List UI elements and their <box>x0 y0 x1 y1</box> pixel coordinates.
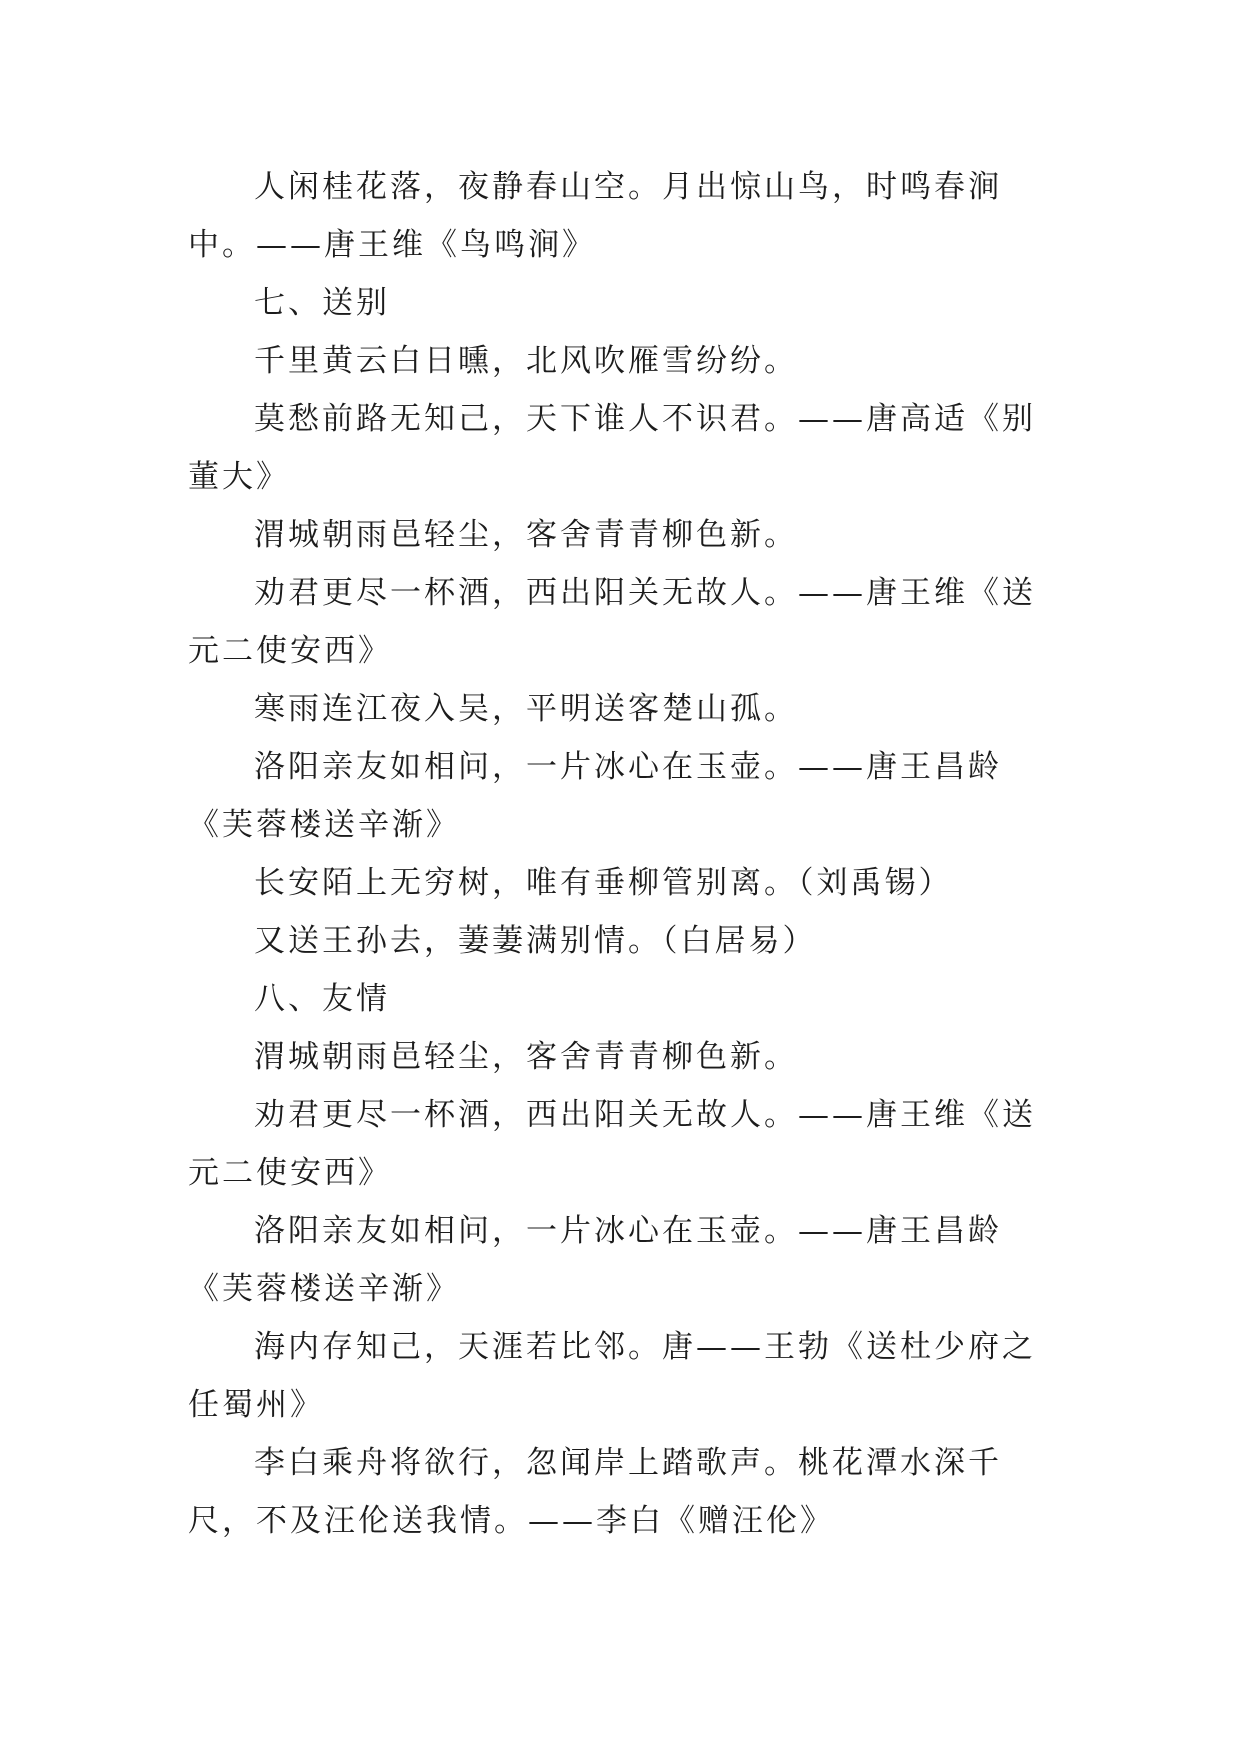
paragraph: 莫愁前路无知己，天下谁人不识君。——唐高适《别董大》 <box>188 401 1036 495</box>
paragraph: 渭城朝雨邑轻尘，客舍青青柳色新。 <box>254 1039 798 1075</box>
paragraph: 李白乘舟将欲行，忽闻岸上踏歌声。桃花潭水深千尺，不及汪伦送我情。——李白《赠汪伦》 <box>188 1445 1002 1539</box>
paragraph: 劝君更尽一杯酒，西出阳关无故人。——唐王维《送元二使安西》 <box>188 575 1036 669</box>
section-heading-youqing: 八、友情 <box>254 981 390 1017</box>
paragraph: 千里黄云白日曛，北风吹雁雪纷纷。 <box>254 343 798 379</box>
paragraph: 渭城朝雨邑轻尘，客舍青青柳色新。 <box>254 517 798 553</box>
paragraph: 又送王孙去，萋萋满别情。（白居易） <box>254 923 817 959</box>
paragraph: 寒雨连江夜入吴，平明送客楚山孤。 <box>254 691 798 727</box>
paragraph-niaomingjian: 人闲桂花落，夜静春山空。月出惊山鸟，时鸣春涧中。——唐王维《鸟鸣涧》 <box>188 169 1002 263</box>
paragraph: 海内存知己，天涯若比邻。唐——王勃《送杜少府之任蜀州》 <box>188 1329 1036 1423</box>
paragraph: 洛阳亲友如相问，一片冰心在玉壶。——唐王昌龄《芙蓉楼送辛渐》 <box>188 1213 1002 1307</box>
paragraph: 劝君更尽一杯酒，西出阳关无故人。——唐王维《送元二使安西》 <box>188 1097 1036 1191</box>
section-heading-songbie: 七、送别 <box>254 285 390 321</box>
paragraph: 长安陌上无穷树，唯有垂柳管别离。（刘禹锡） <box>254 865 953 901</box>
document-body <box>188 158 1068 1550</box>
paragraph: 洛阳亲友如相问，一片冰心在玉壶。——唐王昌龄《芙蓉楼送辛渐》 <box>188 749 1002 843</box>
